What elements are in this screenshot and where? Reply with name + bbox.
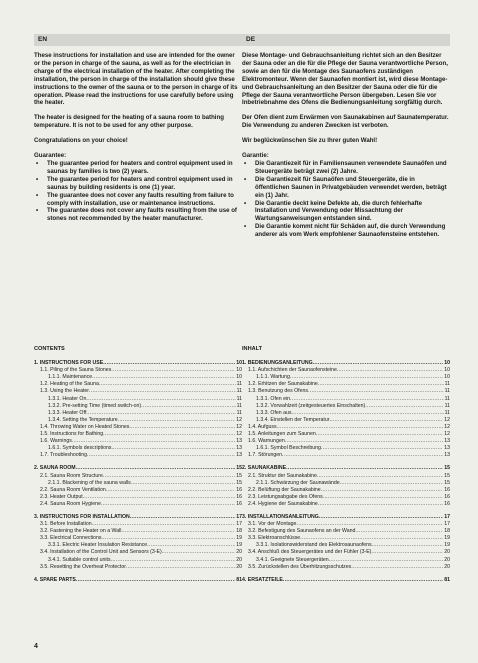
toc-leader-dots — [121, 528, 235, 535]
congrats-paragraph: Wir beglückwünschen Sie zu Ihrer guten Wahl! — [242, 137, 378, 145]
toc-entry[interactable] — [242, 388, 450, 395]
toc-entry-title: 2.3. Leistungsabgabe des Ofens — [248, 493, 323, 500]
toc-leader-dots — [355, 528, 443, 535]
toc-entry-title: 1.2. Heating of the Sauna — [40, 381, 99, 388]
toc-entry[interactable] — [34, 521, 242, 528]
purpose-paragraph: The heater is designed for the heating of a sauna room to bathing temperature. It is not to be used for any other purpose. — [34, 114, 224, 130]
toc-entry-title: 1.3.2. Pre-setting Time (timed switch-on) — [48, 402, 142, 409]
toc-entry-page: 10 — [236, 367, 242, 374]
toc-entry[interactable] — [34, 494, 242, 501]
toc-entry-page: 16 — [444, 486, 450, 493]
toc-entry[interactable] — [242, 521, 450, 528]
toc-entry[interactable] — [34, 374, 242, 381]
toc-entry[interactable] — [34, 360, 242, 367]
toc-leader-dots — [329, 557, 444, 564]
toc-entry[interactable] — [34, 557, 242, 564]
toc-entry-page: 20 — [236, 556, 242, 563]
toc-entry[interactable] — [242, 417, 450, 424]
toc-entry-page: 11 — [444, 402, 450, 409]
toc-leader-dots — [283, 577, 443, 584]
toc-entry-title: 3. INSTRUCTIONS FOR INSTALLATION — [34, 513, 130, 520]
toc-leader-dots — [290, 374, 443, 381]
toc-leader-dots — [277, 424, 444, 431]
toc-entry-title: 3.4.1. Suitable control units — [48, 556, 111, 563]
page-number: 4 — [34, 643, 38, 650]
toc-entry[interactable] — [242, 557, 450, 564]
intro-text-de — [242, 52, 450, 239]
toc-leader-dots — [72, 438, 235, 445]
toc-entry[interactable] — [34, 535, 242, 542]
toc-entry-title: 2.2. Sauna Room Ventilation — [40, 486, 106, 493]
toc-entry[interactable] — [242, 367, 450, 374]
toc-entry-page: 20 — [236, 563, 242, 570]
toc-entry-page: 15 — [236, 479, 242, 486]
toc-leader-dots — [300, 535, 443, 542]
toc-leader-dots — [76, 465, 236, 472]
toc-leader-dots — [321, 445, 443, 452]
toc-entry[interactable] — [242, 564, 450, 571]
toc-leader-dots — [103, 473, 235, 480]
toc-entry-title: 3.2. Fastening the Heater on a Wall — [40, 528, 122, 535]
toc-entry[interactable] — [242, 535, 450, 542]
toc-entry-title: 1.6.1. Symbol Beschreibung — [256, 445, 321, 452]
toc-entries — [34, 360, 242, 584]
toc-entry-page: 20 — [236, 549, 242, 556]
toc-entry-page: 13 — [444, 452, 450, 459]
toc-entry-page: 15 — [444, 479, 450, 486]
toc-entry-title: 1.3. Using the Heater — [40, 388, 90, 395]
toc-entry[interactable] — [34, 445, 242, 452]
toc-entry[interactable] — [34, 480, 242, 487]
toc-entry[interactable] — [34, 452, 242, 459]
toc-entry-page: 19 — [236, 542, 242, 549]
toc-entry-page: 11 — [444, 388, 450, 395]
toc-entry-page: 16 — [444, 493, 450, 500]
toc-leader-dots — [317, 473, 443, 480]
language-label: EN — [38, 36, 48, 43]
toc-entry-title: 2.1.1. Blackening of the sauna walls — [48, 479, 131, 486]
toc-entry-page: 20 — [444, 556, 450, 563]
toc-leader-dots — [129, 424, 235, 431]
toc-entry-page: 16 — [236, 493, 242, 500]
toc-entry[interactable] — [34, 438, 242, 445]
toc-entry-page: 13 — [236, 438, 242, 445]
toc-entry-title: 2.4. Sauna Room Hygiene — [40, 500, 101, 507]
guarantee-title: Guarantee: — [34, 152, 67, 160]
toc-entry-page: 18 — [444, 528, 450, 535]
toc-entry[interactable] — [242, 528, 450, 535]
toc-entry-page: 17 — [236, 513, 242, 520]
toc-entry-page: 13 — [444, 445, 450, 452]
toc-entry[interactable] — [242, 473, 450, 480]
toc-entry-page: 10 — [444, 374, 450, 381]
toc-entry-title: 3.2. Befestigung des Saunaofens an der Wand — [248, 528, 356, 535]
toc-entry[interactable] — [242, 514, 450, 521]
toc-entry-title: 1.3. Benutzung des Ofens — [248, 388, 308, 395]
toc-entry-title: 3.1. Before Installation — [40, 521, 92, 528]
toc-entry-title: 1.3.4. Einstellen der Temperatur — [256, 416, 330, 423]
toc-entry-title: 3. INSTALLATIONSANLEITUNG — [242, 513, 319, 520]
toc-entry[interactable] — [242, 438, 450, 445]
toc-leader-dots — [126, 564, 235, 571]
guarantee-item: • The guarantee does not cover any faults resulting from failure to comply with installation, use or maintenance instructions. — [34, 192, 242, 208]
toc-entry-page: 11 — [444, 409, 450, 416]
toc-entry[interactable] — [34, 431, 242, 438]
toc-entry-title: 3.3.1. Electric Heater Insulation Resistance — [48, 542, 148, 549]
toc-entry-page: 12 — [444, 423, 450, 430]
toc-entry-page: 11 — [236, 388, 242, 395]
toc-entry-page: 81 — [236, 576, 242, 583]
toc-entry-title: 3.5. Resetting the Overheat Protector — [40, 563, 126, 570]
purpose-paragraph: Der Ofen dient zum Erwärmen von Saunakabinen auf Saunatemperatur. Die Verwendung zu anderen Zwecken ist verboten. — [242, 114, 449, 130]
toc-entry[interactable] — [242, 452, 450, 459]
toc-entry[interactable] — [242, 374, 450, 381]
toc-entries — [242, 360, 450, 584]
language-header-de — [242, 34, 450, 46]
toc-entry-title: 1.2. Erhitzen der Saunakabine — [248, 381, 318, 388]
toc-leader-dots — [130, 514, 235, 521]
toc-leader-dots — [286, 465, 443, 472]
congrats-paragraph: Congratulations on your choice! — [34, 137, 128, 145]
toc-entry-title: 2.2. Belüftung der Saunakabine — [248, 486, 321, 493]
toc-entry[interactable] — [242, 465, 450, 472]
toc-leader-dots — [103, 360, 235, 367]
toc-leader-dots — [111, 367, 235, 374]
toc-entry-title: 2.3. Heater Output — [40, 493, 83, 500]
toc-entry-title: 2.1. Sauna Room Structure — [40, 472, 103, 479]
toc-entry-title: 1.1.1. Maintenance — [48, 374, 93, 381]
toc-leader-dots — [282, 452, 443, 459]
toc-entry[interactable] — [34, 396, 242, 403]
toc-leader-dots — [318, 501, 443, 508]
toc-title: INHALT — [242, 346, 263, 352]
guarantee-item: • Die Garantiezeit für in Familiensaunen verwendete Saunaöfen und Steuergeräte beträgt zwei (2) Jahre. — [242, 160, 450, 176]
toc-entry-title: 1.6.1. Symbols descriptions — [48, 445, 112, 452]
toc-leader-dots — [337, 367, 443, 374]
toc-entry[interactable] — [34, 501, 242, 508]
toc-entry-title: 1.4. Throwing Water on Heated Stones — [40, 423, 130, 430]
toc-entry-page: 15 — [236, 465, 242, 472]
toc-entry[interactable] — [34, 473, 242, 480]
toc-entry-title: 1.6. Warnungen — [248, 438, 285, 445]
toc-entry-title: 3.3. Electrical Connections — [40, 535, 102, 542]
toc-entry-title: 1.1. Piling of the Sauna Stones — [40, 367, 112, 374]
toc-entry-page: 11 — [236, 409, 242, 416]
toc-entry-title: 3.4. Installation of the Control Unit and Sensors (3-E) — [40, 549, 162, 556]
toc-entry-page: 20 — [444, 549, 450, 556]
toc-entry-title: 3.3.1. Isolationswiderstand des Elektrosaunaofens — [256, 542, 372, 549]
toc-entry-page: 19 — [444, 535, 450, 542]
guarantee-item: • The guarantee does not cover any faults resulting from the use of stones not recommended by the heater manufacturer. — [34, 207, 242, 223]
toc-entry[interactable] — [242, 542, 450, 549]
toc-entry-title: 1.3.3. Ofen aus — [256, 409, 292, 416]
intro-paragraph: These instructions for installation and use are intended for the owner or the person in charge of the sauna, as well as for the electrician in charge of the electrical installation of the heater. After completing the installation, the person in charge of the installation should give these instructions to the owner of the sauna or to the person in charge of its operation. Please read the instructions for use carefully before using the heater. — [34, 52, 238, 107]
toc-entry-page: 11 — [236, 402, 242, 409]
toc-entry-page: 20 — [444, 563, 450, 570]
toc-leader-dots — [111, 557, 236, 564]
toc-leader-dots — [329, 417, 443, 424]
toc-entry-title: 4. ERSATZTEILE — [242, 576, 283, 583]
toc-entry-title: 4. SPARE PARTS — [34, 576, 76, 583]
toc-leader-dots — [285, 438, 443, 445]
toc-leader-dots — [101, 501, 235, 508]
toc-entry-title: 3.4.1. Geeignete Steuergeräten — [256, 556, 329, 563]
toc-leader-dots — [319, 514, 443, 521]
toc-entry-title: 1.5. Anleitungen zum Saunen — [248, 431, 316, 438]
toc-entry-page: 10 — [444, 360, 450, 367]
toc-entry-title: 1.1. Aufschichten der Saunaofensteine — [248, 367, 337, 374]
toc-leader-dots — [87, 452, 235, 459]
toc-entry[interactable] — [242, 410, 450, 417]
guarantee-item: • The guarantee period for heaters and control equipment used in saunas by building residents is one (1) year. — [34, 176, 242, 192]
toc-entry-page: 18 — [236, 528, 242, 535]
toc-entry-title: 1. INSTRUCTIONS FOR USE — [34, 360, 104, 367]
toc-entry[interactable] — [34, 487, 242, 494]
guarantee-list — [34, 160, 242, 223]
toc-leader-dots — [92, 374, 235, 381]
toc-leader-dots — [92, 521, 236, 528]
toc-entry-page: 16 — [444, 500, 450, 507]
toc-entry-page: 17 — [236, 521, 242, 528]
toc-entry-page: 10 — [236, 360, 242, 367]
table-of-contents-en — [34, 346, 242, 584]
toc-entry[interactable] — [242, 424, 450, 431]
intro-paragraph: Diese Montage- und Gebrauchsanleitung richtet sich an den Besitzer der Sauna oder an die für die Pflege der Sauna verantwortliche Person, sowie an den für die Montage des Saunaofens zuständigen Elektromonteur. Wenn der Saunaofen montiert ist, wird diese Montage- und Gebrauchsanleitung an den Besitzer der Sauna oder die für die Pflege der Sauna verantwortliche Person übergeben. Lesen Sie vor Inbetriebnahme des Ofens die Bedienungsanleitung sorgfältig durch. — [242, 52, 448, 107]
toc-entry[interactable] — [242, 487, 450, 494]
toc-entry-page: 81 — [444, 576, 450, 583]
toc-leader-dots — [141, 403, 235, 410]
toc-entry[interactable] — [34, 577, 242, 584]
toc-entry[interactable] — [242, 445, 450, 452]
toc-leader-dots — [296, 521, 443, 528]
toc-entry-title: 1.7. Störungen — [248, 452, 283, 459]
toc-leader-dots — [313, 360, 444, 367]
toc-entry-title: 1.3.1. Heater On — [48, 395, 87, 402]
toc-entry[interactable] — [242, 577, 450, 584]
toc-entry[interactable] — [242, 494, 450, 501]
toc-entry[interactable] — [34, 542, 242, 549]
toc-entry-page: 13 — [444, 438, 450, 445]
toc-leader-dots — [321, 487, 444, 494]
toc-entry-page: 13 — [236, 445, 242, 452]
guarantee-item: • Die Garantiezeit für Saunaöfen und Steuergeräte, die in öffentlichen Saunen in Privatgebäuden verwendet werden, beträgt ein (1) Jahr. — [242, 176, 450, 200]
toc-entry-page: 10 — [444, 367, 450, 374]
toc-leader-dots — [99, 381, 236, 388]
toc-entry-title: 1.5. Instructions for Bathing — [40, 431, 104, 438]
toc-entry-page: 16 — [236, 500, 242, 507]
toc-leader-dots — [162, 549, 236, 556]
toc-entry-title: 1.3.2. Vorwahlzeit (zeitgesteuertes Einschalten) — [256, 402, 366, 409]
guarantee-list — [242, 160, 450, 239]
toc-entry-page: 17 — [444, 521, 450, 528]
toc-entry-page: 12 — [444, 416, 450, 423]
toc-entry-title: 2.4. Hygiene der Saunakabine — [248, 500, 318, 507]
toc-entry-page: 12 — [444, 431, 450, 438]
toc-entry[interactable] — [34, 564, 242, 571]
toc-entry-page: 16 — [236, 486, 242, 493]
toc-entry-title: 1.1.1. Wartung — [256, 374, 290, 381]
toc-leader-dots — [86, 410, 235, 417]
toc-entry-page: 15 — [444, 465, 450, 472]
toc-entry[interactable] — [34, 381, 242, 388]
toc-entry-page: 15 — [236, 472, 242, 479]
toc-leader-dots — [89, 388, 236, 395]
toc-entry[interactable] — [34, 388, 242, 395]
toc-entry-title: 1.3.1. Ofen ein — [256, 395, 291, 402]
toc-leader-dots — [316, 431, 443, 438]
toc-leader-dots — [351, 564, 443, 571]
toc-entry[interactable] — [34, 367, 242, 374]
toc-entry-title: 1. BEDIENUNGSANLEITUNG — [242, 360, 313, 367]
toc-entry-title: 2. SAUNAKABINE — [242, 465, 287, 472]
toc-entry-page: 12 — [236, 423, 242, 430]
toc-leader-dots — [372, 542, 444, 549]
toc-leader-dots — [308, 388, 444, 395]
toc-leader-dots — [318, 381, 444, 388]
guarantee-item: • Die Garantie deckt keine Defekte ab, die durch fehlerhafte Installation und Verwendung oder Missachtung der Wartungsanweisungen entstanden sind. — [242, 200, 450, 224]
toc-entry-title: 2.1. Struktur der Saunakabine — [248, 472, 317, 479]
toc-entry-title: 3.3. Elektroanschlüsse — [248, 535, 301, 542]
toc-entry[interactable] — [242, 480, 450, 487]
toc-entry[interactable] — [242, 403, 450, 410]
toc-leader-dots — [291, 410, 443, 417]
toc-entry-title: 1.3.4. Setting the Temperature — [48, 416, 118, 423]
toc-entry-title: 1.7. Troubleshooting — [40, 452, 88, 459]
language-header-en — [34, 34, 242, 46]
toc-entry-page: 11 — [444, 381, 450, 388]
toc-entry-page: 11 — [444, 395, 450, 402]
toc-entry-page: 10 — [236, 374, 242, 381]
toc-leader-dots — [290, 396, 444, 403]
toc-entry[interactable] — [242, 549, 450, 556]
toc-entry-title: 2. SAUNA ROOM — [34, 465, 76, 472]
toc-entry-title: 3.4. Anschluß des Steuergerätes und der Fühler (3-E) — [248, 549, 372, 556]
toc-entry-page: 17 — [444, 513, 450, 520]
toc-leader-dots — [118, 417, 236, 424]
toc-leader-dots — [340, 480, 444, 487]
toc-leader-dots — [365, 403, 443, 410]
toc-entry-title: 3.5. Zurückstellen des Überhitzungsschutzes — [248, 563, 352, 570]
toc-entry-title: 1.6. Warnings — [40, 438, 72, 445]
table-of-contents-de — [242, 346, 450, 584]
guarantee-title: Garantie: — [242, 152, 269, 160]
guarantee-item: • Die Garantie kommt nicht für Schäden auf, die durch Verwendung anderer als vom Werk empfohlener Saunaofensteine entstehen. — [242, 223, 450, 239]
toc-entry[interactable] — [242, 360, 450, 367]
toc-entry-title: 1.4. Aufguss — [248, 423, 277, 430]
toc-leader-dots — [76, 577, 235, 584]
toc-entry[interactable] — [34, 465, 242, 472]
toc-entry-page: 12 — [236, 416, 242, 423]
toc-entry-page: 19 — [444, 542, 450, 549]
toc-entry[interactable] — [34, 549, 242, 556]
toc-entry-page: 15 — [444, 472, 450, 479]
guarantee-item: • The guarantee period for heaters and control equipment used in saunas by families is two (2) years. — [34, 160, 242, 176]
toc-entry-title: 2.1.1. Schwärzung der Saunawände — [256, 479, 340, 486]
toc-leader-dots — [371, 549, 443, 556]
toc-entry[interactable] — [34, 417, 242, 424]
toc-entry[interactable] — [34, 424, 242, 431]
toc-leader-dots — [111, 445, 235, 452]
toc-entry[interactable] — [34, 514, 242, 521]
toc-entry-page: 13 — [236, 452, 242, 459]
toc-entry[interactable] — [34, 403, 242, 410]
toc-leader-dots — [86, 396, 235, 403]
toc-entry[interactable] — [34, 410, 242, 417]
toc-entry[interactable] — [242, 431, 450, 438]
toc-leader-dots — [101, 535, 235, 542]
toc-leader-dots — [147, 542, 235, 549]
toc-entry[interactable] — [242, 501, 450, 508]
intro-text-en — [34, 52, 242, 223]
toc-entry[interactable] — [242, 381, 450, 388]
toc-leader-dots — [131, 480, 235, 487]
toc-leader-dots — [106, 487, 235, 494]
toc-entry-title: 1.3.3. Heater Off — [48, 409, 87, 416]
toc-entry-page: 11 — [236, 395, 242, 402]
toc-leader-dots — [103, 431, 235, 438]
toc-entry[interactable] — [242, 396, 450, 403]
toc-entry[interactable] — [34, 528, 242, 535]
toc-title: CONTENTS — [34, 346, 65, 352]
toc-entry-page: 19 — [236, 535, 242, 542]
toc-entry-page: 12 — [236, 431, 242, 438]
language-label: DE — [246, 36, 256, 43]
toc-entry-title: 3.1. Vor der Montage — [248, 521, 297, 528]
toc-leader-dots — [323, 494, 444, 501]
toc-leader-dots — [83, 494, 236, 501]
toc-entry-page: 11 — [236, 381, 242, 388]
